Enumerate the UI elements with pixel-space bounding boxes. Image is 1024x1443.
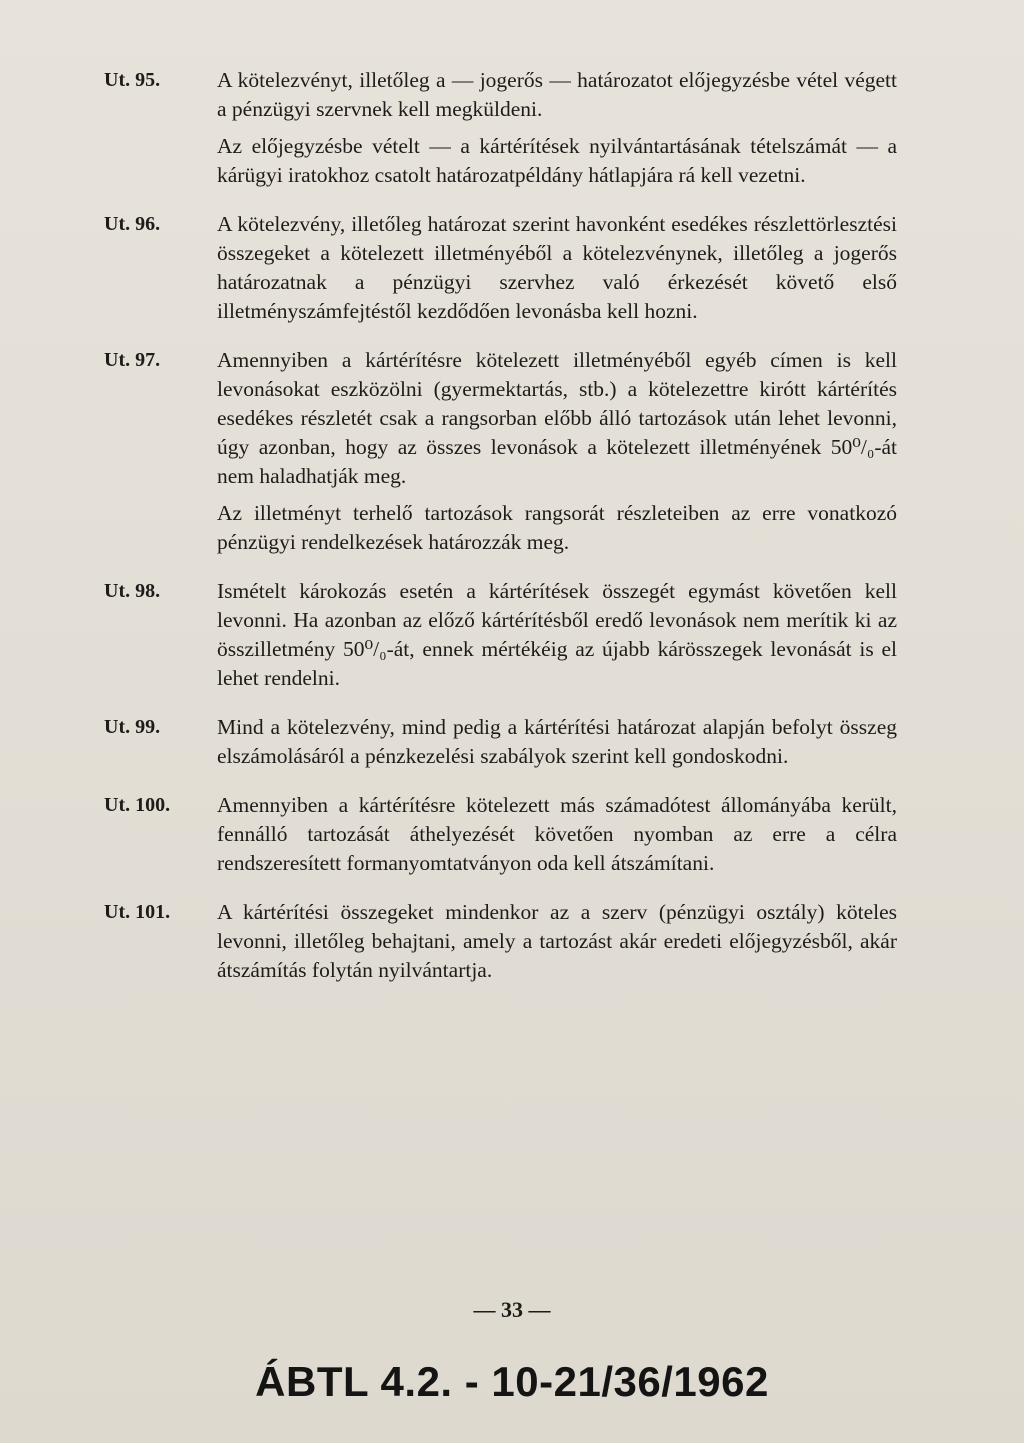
section-number: Ut. 98. <box>104 580 161 602</box>
archive-reference-stamp: ÁBTL 4.2. - 10-21/36/1962 <box>255 1358 769 1405</box>
paragraph: Amennyiben a kártérítésre kötelezett illetményéből egyéb címen is kell levonásokat eszközölni (gyermektartás, stb.) a kötelezettre kirótt kártérítés esedékes részletét csak a rangsorban előbb álló tartozások után lehet levonni, úgy azonban, hogy az összes levonások a kötelezett illetményének 50⁰/₀-át nem haladhatják meg. <box>217 348 897 488</box>
page-number: — 33 — <box>473 1297 551 1322</box>
paragraph: Ismételt károkozás esetén a kártérítések összegét egymást követően kell levonni. Ha azonban az előző kártérítésből eredő levonások nem merítik ki az összilletmény 50⁰/₀-át, ennek mértékéig az újabb kárösszegek levonását is el lehet rendelni. <box>217 579 897 690</box>
paragraph: A kötelezvényt, illetőleg a — jogerős — határozatot előjegyzésbe vétel végett a pénzügyi szervnek kell megküldeni. <box>217 68 897 121</box>
section-ut-96 <box>104 210 897 326</box>
section-ut-99 <box>104 713 897 771</box>
paragraph: Az illetményt terhelő tartozások rangsorát részleteiben az erre vonatkozó pénzügyi rendelkezések határozzák meg. <box>217 501 897 554</box>
section-ut-101 <box>104 898 897 985</box>
section-number: Ut. 99. <box>104 716 161 738</box>
paragraph: Mind a kötelezvény, mind pedig a kártérítési határozat alapján befolyt összeg elszámolásáról a pénzkezelési szabályok szerint kell gondoskodni. <box>217 715 897 768</box>
section-text <box>217 346 897 557</box>
section-ut-100 <box>104 791 897 878</box>
section-number: Ut. 101. <box>104 901 171 923</box>
section-ut-98 <box>104 577 897 693</box>
section-number: Ut. 100. <box>104 794 171 816</box>
paragraph: Az előjegyzésbe vételt — a kártérítések nyilvántartásának tételszámát — a kárügyi iratokhoz csatolt határozatpéldány hátlapjára rá kell vezetni. <box>217 134 897 187</box>
section-text <box>217 66 897 190</box>
section-number: Ut. 97. <box>104 349 161 371</box>
document-body <box>104 66 897 985</box>
section-ut-95 <box>104 66 897 190</box>
paragraph: A kártérítési összegeket mindenkor az a szerv (pénzügyi osztály) köteles levonni, illetőleg behajtani, amely a tartozást akár eredeti előjegyzésből, akár átszámítás folytán nyilvántartja. <box>217 900 897 982</box>
paragraph: Amennyiben a kártérítésre kötelezett más számadótest állományába került, fennálló tartozását áthelyezését követően nyomban az erre a célra rendszeresített formanyomtatványon oda kell átszámítani. <box>217 793 897 875</box>
section-number: Ut. 96. <box>104 213 161 235</box>
section-text <box>217 577 897 693</box>
section-text <box>217 210 897 326</box>
section-text <box>217 898 897 985</box>
section-ut-97 <box>104 346 897 557</box>
paragraph: A kötelezvény, illetőleg határozat szerint havonként esedékes részlettörlesztési összegeket a kötelezett illetményéből a kötelezvénynek, illetőleg a jogerős határozatnak a pénzügyi szervhez való érkezését követő első illetményszámfejtéstől kezdődően levonásba kell hozni. <box>217 212 897 323</box>
section-number: Ut. 95. <box>104 69 161 91</box>
section-text <box>217 791 897 878</box>
section-text <box>217 713 897 771</box>
